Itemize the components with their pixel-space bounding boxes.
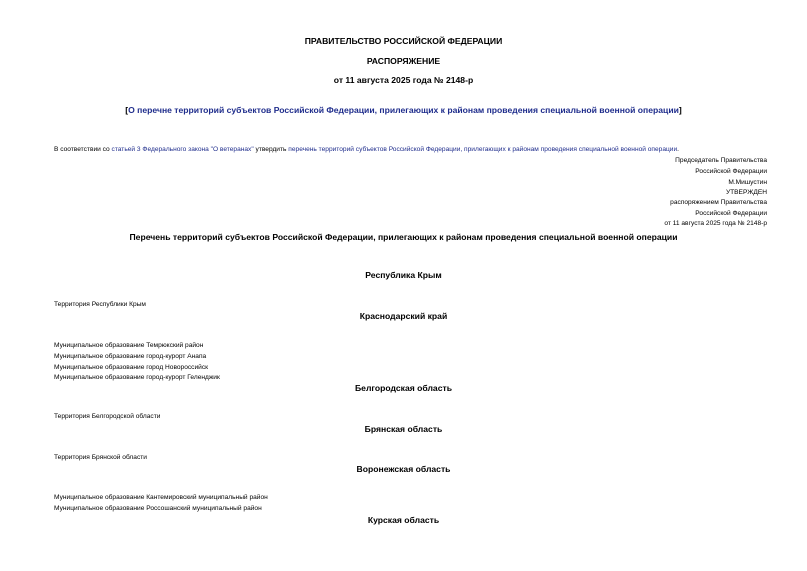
territory-item: Муниципальное образование Кантемировский муниципальный район: [54, 494, 268, 501]
document-date-number: от 11 августа 2025 года № 2148-р: [333, 75, 474, 85]
list-title: Перечень территорий субъектов Российской Федерации, прилегающих к районам проведения специальной военной операции: [129, 232, 678, 242]
region-heading: Республика Крым: [365, 270, 442, 280]
approved-date-number: от 11 августа 2025 года № 2148-р: [664, 220, 767, 227]
territory-item: Муниципальное образование Темрюкский район: [54, 342, 204, 349]
intro-paragraph: [54, 146, 679, 153]
document-type: РАСПОРЯЖЕНИЕ: [366, 56, 441, 66]
title-link-first-letter: О: [128, 105, 135, 115]
region-heading: Брянская область: [364, 424, 443, 434]
approved-country: Российской Федерации: [695, 210, 767, 217]
approved-label: УТВЕРЖДЕН: [725, 189, 767, 196]
signature-position: Председатель Правительства: [675, 157, 767, 164]
territory-list-link[interactable]: перечень территорий субъектов Российской Федерации, прилегающих к районам проведения специальной военной операции: [288, 146, 678, 153]
territory-item: Муниципальное образование город Новороссийск: [54, 364, 209, 371]
region-heading: Курская область: [367, 515, 440, 525]
territory-item: Муниципальное образование город-курорт Анапа: [54, 353, 207, 360]
intro-prefix: В соответствии со: [54, 146, 112, 153]
territory-item: Муниципальное образование Россошанский муниципальный район: [54, 505, 262, 512]
territory-item: Территория Брянской области: [54, 454, 147, 461]
government-heading: ПРАВИТЕЛЬСТВО РОССИЙСКОЙ ФЕДЕРАЦИИ: [304, 36, 503, 46]
title-link-text: перечне территорий субъектов Российской Федерации, прилегающих к районам проведения специальной военной операции: [134, 105, 679, 115]
document-title: [0, 105, 807, 115]
law-link[interactable]: статьей 3 Федерального закона "О ветеранах": [111, 146, 254, 153]
intro-suffix: .: [677, 146, 679, 153]
territory-item: Территория Белгородской области: [54, 413, 161, 420]
title-bracket-open: [: [125, 105, 129, 115]
territory-item: Муниципальное образование город-курорт Геленджик: [54, 374, 220, 381]
title-bracket-close: ]: [678, 105, 682, 115]
territory-item: Территория Республики Крым: [54, 301, 146, 308]
intro-middle: утвердить: [253, 146, 289, 153]
signature-country: Российской Федерации: [695, 168, 767, 175]
title-link[interactable]: [128, 105, 679, 115]
signature-name: М.Мишустин: [728, 179, 767, 186]
region-heading: Воронежская область: [356, 464, 451, 474]
region-heading: Краснодарский край: [359, 311, 448, 321]
region-heading: Белгородская область: [355, 383, 452, 393]
approved-by: распоряжением Правительства: [670, 199, 767, 206]
